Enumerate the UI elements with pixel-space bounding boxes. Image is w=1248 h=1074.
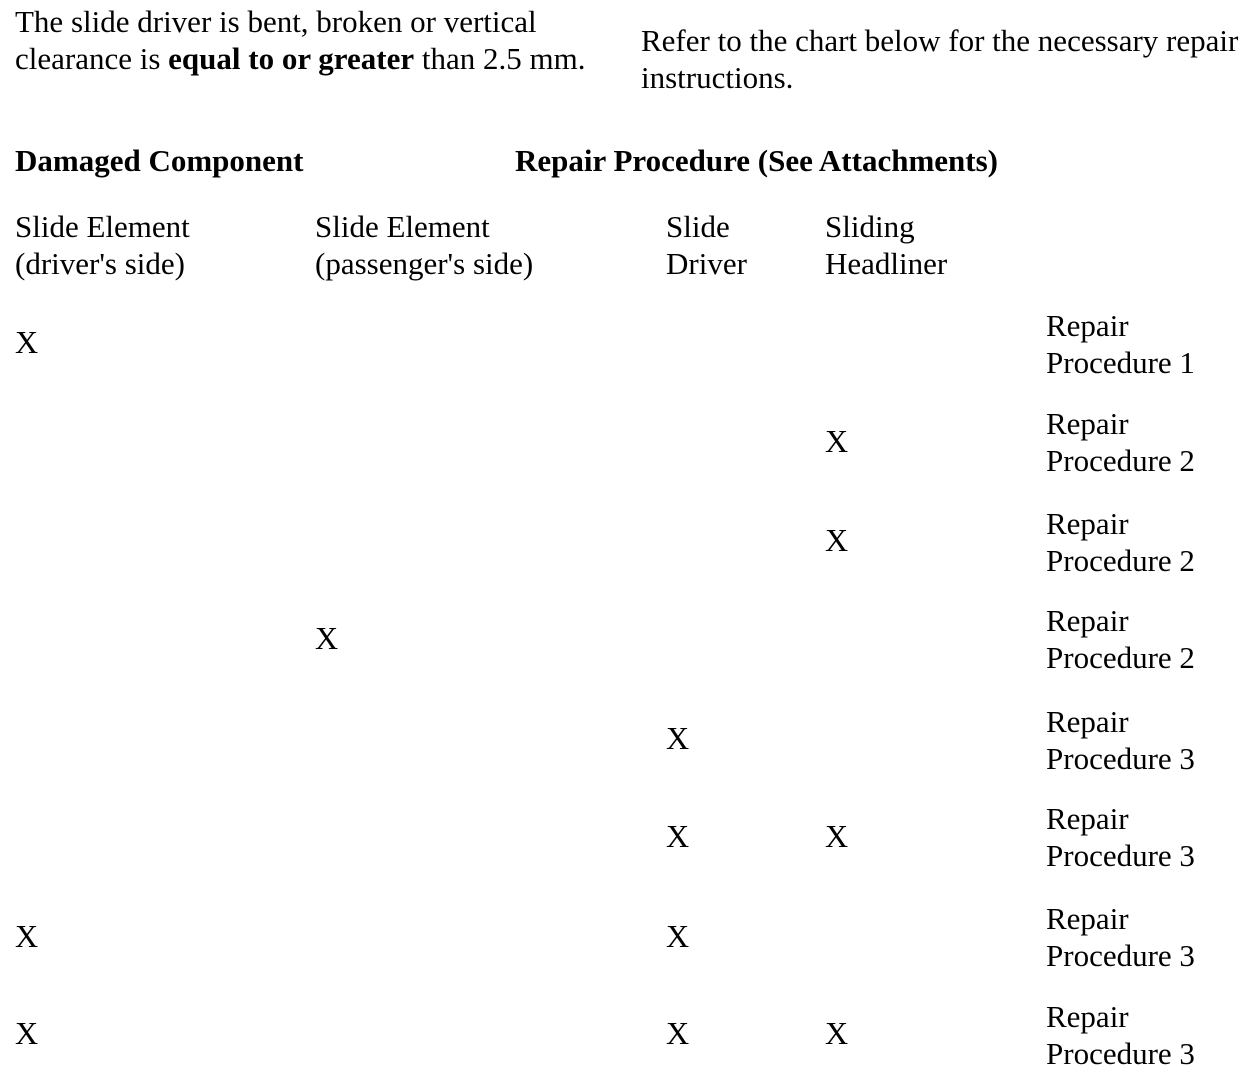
repair-procedure-line2: Procedure 3 bbox=[1046, 1036, 1195, 1071]
row-1-mark-driver-side: X bbox=[15, 324, 39, 360]
row-5-mark-slide-driver: X bbox=[666, 720, 690, 756]
column-header-line1: Slide Element bbox=[15, 209, 190, 244]
column-header-line2: (passenger's side) bbox=[315, 246, 534, 281]
column-header-line1: Sliding bbox=[825, 209, 915, 244]
row-6-mark-sliding-headliner: X bbox=[825, 818, 849, 854]
intro-left-paragraph bbox=[15, 3, 605, 77]
repair-procedure-line2: Procedure 2 bbox=[1046, 543, 1195, 578]
row-3-mark-sliding-headliner: X bbox=[825, 522, 849, 558]
column-header-slide-element-driver bbox=[15, 208, 190, 282]
column-header-line1: Slide Element bbox=[315, 209, 490, 244]
repair-procedure-line2: Procedure 1 bbox=[1046, 345, 1195, 380]
row-6-mark-slide-driver: X bbox=[666, 818, 690, 854]
column-header-line2: Driver bbox=[666, 246, 747, 281]
row-7-mark-slide-driver: X bbox=[666, 918, 690, 954]
column-header-line2: Headliner bbox=[825, 246, 948, 281]
damaged-component-heading: Damaged Component bbox=[15, 143, 304, 178]
repair-procedure-line1: Repair bbox=[1046, 999, 1129, 1034]
repair-procedure-line2: Procedure 2 bbox=[1046, 640, 1195, 675]
column-header-slide-element-passenger bbox=[315, 208, 533, 282]
row-8-mark-sliding-headliner: X bbox=[825, 1015, 849, 1051]
row-5-repair-procedure bbox=[1046, 703, 1246, 777]
column-header-slide-driver bbox=[666, 208, 747, 282]
repair-procedure-line2: Procedure 3 bbox=[1046, 741, 1195, 776]
repair-procedure-line2: Procedure 3 bbox=[1046, 938, 1195, 973]
row-8-mark-slide-driver: X bbox=[666, 1015, 690, 1051]
row-4-repair-procedure bbox=[1046, 602, 1246, 676]
row-6-repair-procedure bbox=[1046, 800, 1246, 874]
row-4-mark-passenger-side: X bbox=[315, 620, 339, 656]
repair-procedure-line1: Repair bbox=[1046, 801, 1129, 836]
intro-left-bold-text: equal to or greater bbox=[168, 41, 415, 76]
intro-right-paragraph: Refer to the chart below for the necessary repair instructions. bbox=[641, 23, 1239, 95]
row-7-repair-procedure bbox=[1046, 900, 1246, 974]
repair-procedure-line1: Repair bbox=[1046, 704, 1129, 739]
column-header-line1: Slide bbox=[666, 209, 730, 244]
repair-procedure-line1: Repair bbox=[1046, 901, 1129, 936]
column-header-line2: (driver's side) bbox=[15, 246, 186, 281]
intro-left-text-2: than 2.5 mm. bbox=[414, 41, 586, 76]
row-2-mark-sliding-headliner: X bbox=[825, 423, 849, 459]
row-2-repair-procedure bbox=[1046, 405, 1246, 479]
row-8-repair-procedure bbox=[1046, 998, 1246, 1072]
intro-left-text-1: The slide driver is bent, broken or vertical clearance is bbox=[15, 4, 537, 76]
repair-procedure-line1: Repair bbox=[1046, 308, 1129, 343]
repair-procedure-line2: Procedure 3 bbox=[1046, 838, 1195, 873]
repair-procedure-heading: Repair Procedure (See Attachments) bbox=[515, 143, 998, 178]
row-3-repair-procedure bbox=[1046, 505, 1246, 579]
repair-procedure-line1: Repair bbox=[1046, 506, 1129, 541]
repair-procedure-line1: Repair bbox=[1046, 603, 1129, 638]
column-header-sliding-headliner bbox=[825, 208, 947, 282]
repair-procedure-line2: Procedure 2 bbox=[1046, 443, 1195, 478]
row-1-repair-procedure bbox=[1046, 307, 1246, 381]
row-8-mark-driver-side: X bbox=[15, 1015, 39, 1051]
repair-procedure-line1: Repair bbox=[1046, 406, 1129, 441]
row-7-mark-driver-side: X bbox=[15, 918, 39, 954]
